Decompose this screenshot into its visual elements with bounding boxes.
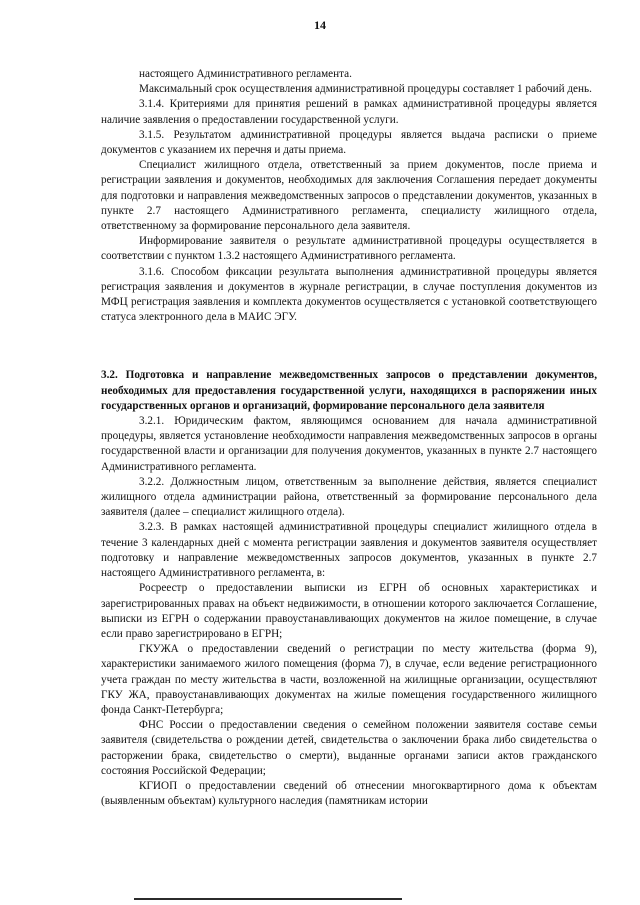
page-number: 14 — [314, 18, 326, 32]
scan-edge-line — [134, 898, 402, 900]
document-body — [101, 0, 597, 809]
paragraph: настоящего Административного регламента. — [139, 68, 352, 80]
section-heading: 3.2. Подготовка и направление межведомственных запросов о представлении документов, необходимых для предоставления государственной услуги, находящихся в распоряжении иных государственных органов и организаций, формирование персонального дела заявителя — [101, 369, 597, 412]
paragraph: 3.2.2. Должностным лицом, ответственным за выполнение действия, является специалист жилищного отдела администрации района, ответственный за формирование персонального дела заявителя (далее – специалист жилищного отдела). — [101, 475, 597, 519]
paragraph: Специалист жилищного отдела, ответственный за прием документов, после приема и регистрации заявления и документов, необходимых для заключения Соглашения передает документы для подготовки и направления межведомственных запросов о представлении документов, указанных в пункте 2.7 настоящего Административного регламента, специалисту жилищного отдела, ответственному за формирование персонального дела заявителя. — [101, 159, 597, 233]
paragraph: Максимальный срок осуществления административной процедуры составляет 1 рабочий день. — [139, 83, 592, 96]
paragraph: 3.1.6. Способом фиксации результата выполнения административной процедуры является регистрация заявления и документов в журнале регистрации, в случае поступления документов из МФЦ регистрация заявления и комплекта документов осуществляется с установкой соответствующего статуса электронного дела в МАИС ЭГУ. — [101, 265, 597, 324]
paragraph: 3.1.5. Результатом административной процедуры является выдача расписки о приеме документов с указанием их перечня и даты приема. — [101, 128, 597, 157]
paragraph: Росреестр о предоставлении выписки из ЕГРН об основных характеристиках и зарегистрированных правах на объект недвижимости, в отношении которого заключается Соглашение, выписки из ЕГРН о содержании правоустанавливающих документов на жилое помещение, в случае если право зарегистрировано в ЕГРН; — [101, 582, 597, 640]
paragraph: Информирование заявителя о результате административной процедуры осуществляется в соответствии с пунктом 1.3.2 настоящего Административного регламента. — [101, 235, 597, 263]
paragraph: 3.2.1. Юридическим фактом, являющимся основанием для начала административной процедуры, является установление необходимости направления межведомственных запросов в органы государственной власти и организации для получения документов, указанных в пункте 2.7 настоящего Административного регламента. — [101, 415, 597, 473]
paragraph: 3.2.3. В рамках настоящей административной процедуры специалист жилищного отдела в течение 3 календарных дней с момента регистрации заявления и документов заявителя осуществляет подготовку и направление межведомственных запросов документов, указанных в пункте 2.7 настоящего Административного регламента, в: — [101, 521, 597, 580]
paragraph: КГИОП о предоставлении сведений об отнесении многоквартирного дома к объектам (выявленным объектам) культурного наследия (памятникам истории — [101, 779, 597, 808]
paragraph: ГКУЖА о предоставлении сведений о регистрации по месту жительства (форма 9), характеристики занимаемого жилого помещения (форма 7), в случае, если ведение регистрационного учета граждан по месту жительства в части, возложенной на жилищные организации, осуществляют ГКУ ЖА, правоустанавливающих документах на жилые помещения государственного жилищного фонда Санкт-Петербурга; — [101, 643, 597, 716]
paragraph: 3.1.4. Критериями для принятия решений в рамках административной процедуры является наличие заявления о предоставлении государственной услуги. — [101, 98, 597, 126]
paragraph: ФНС России о предоставлении сведения о семейном положении заявителя составе семьи заявителя (свидетельства о рождении детей, свидетельства о заключении брака либо свидетельства о расторжении брака, свидетельство о смерти), выданные органами записи актов гражданского состояния Российской Федерации; — [101, 719, 597, 777]
